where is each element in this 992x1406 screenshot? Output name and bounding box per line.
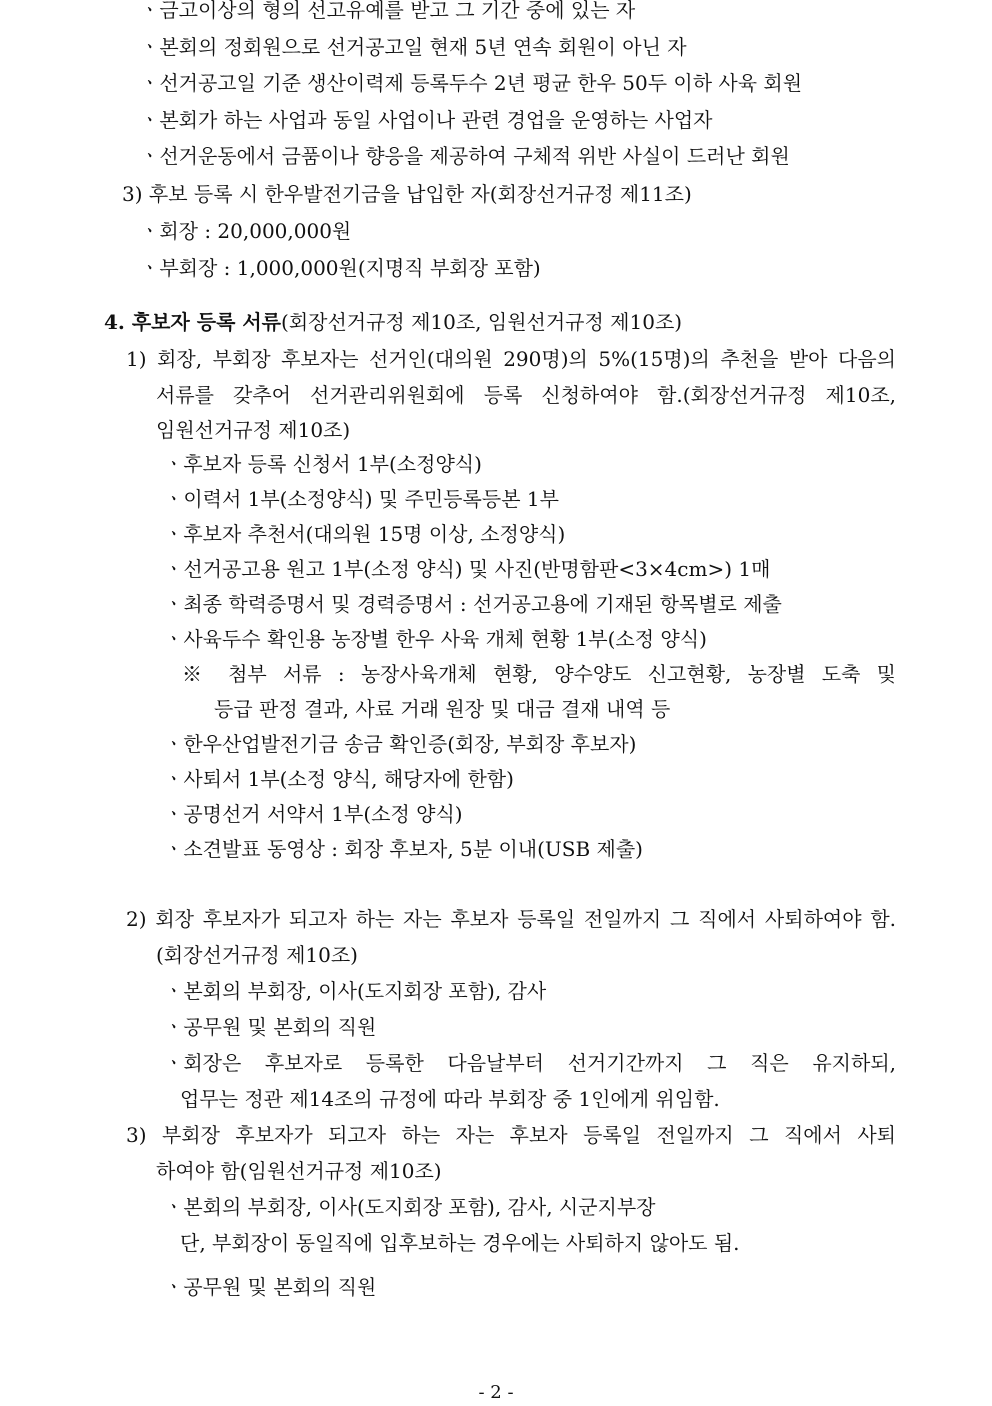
bullet-line: ㆍ선거공고일 기준 생산이력제 등록두수 2년 평균 한우 50두 이하 사육 회원 <box>140 71 803 95</box>
resign-list-item: ㆍ공무원 및 본회의 직원 <box>164 1275 377 1299</box>
document-list-item: ㆍ최종 학력증명서 및 경력증명서 : 선거공고용에 기재된 항목별로 제출 <box>164 592 782 616</box>
page-number: - 2 - <box>478 1382 514 1403</box>
resign-list-item-cont: 단, 부회장이 동일직에 입후보하는 경우에는 사퇴하지 않아도 됨. <box>180 1231 740 1255</box>
attachment-note-line-1: ※ 첨부 서류 : 농장사육개체 현황, 양수양도 신고현황, 농장별 도축 및 <box>182 662 896 686</box>
resign-list-item: ㆍ회장은 후보자로 등록한 다음날부터 선거기간까지 그 직은 유지하되, <box>164 1051 896 1075</box>
bullet-line: ㆍ본회의 정회원으로 선거공고일 현재 5년 연속 회원이 아닌 자 <box>140 35 687 59</box>
item-2-line-2: (회장선거규정 제10조) <box>156 943 358 967</box>
document-list-item: ㆍ사육두수 확인용 농장별 한우 사육 개체 현황 1부(소정 양식) <box>164 627 707 651</box>
bullet-line: ㆍ선거운동에서 금품이나 향응을 제공하여 구체적 위반 사실이 드러난 회원 <box>140 144 790 168</box>
item-2-line-1: 2) 회장 후보자가 되고자 하는 자는 후보자 등록일 전일까지 그 직에서 사퇴하여야 함. <box>126 907 896 931</box>
document-list-item: ㆍ사퇴서 1부(소정 양식, 해당자에 한함) <box>164 767 514 791</box>
document-list-item: ㆍ소견발표 동영상 : 회장 후보자, 5분 이내(USB 제출) <box>164 837 643 861</box>
resign-list-item: ㆍ본회의 부회장, 이사(도지회장 포함), 감사, 시군지부장 <box>164 1195 656 1219</box>
document-list-item: ㆍ후보자 등록 신청서 1부(소정양식) <box>164 452 482 476</box>
attachment-note-line-2: 등급 판정 결과, 사료 거래 원장 및 대금 결재 내역 등 <box>214 697 671 721</box>
bullet-line: ㆍ부회장 : 1,000,000원(지명직 부회장 포함) <box>140 256 541 280</box>
resign-list-item-cont: 업무는 정관 제14조의 규정에 따라 부회장 중 1인에게 위임함. <box>180 1087 720 1111</box>
item-3-line-2: 하여야 함(임원선거규정 제10조) <box>156 1159 442 1183</box>
item-3-line-1: 3) 부회장 후보자가 되고자 하는 자는 후보자 등록일 전일까지 그 직에서 사퇴 <box>126 1123 896 1147</box>
item-1-line-3: 임원선거규정 제10조) <box>156 418 351 442</box>
resign-list-item: ㆍ공무원 및 본회의 직원 <box>164 1015 377 1039</box>
bullet-line: ㆍ금고이상의 형의 선고유예를 받고 그 기간 중에 있는 자 <box>140 0 636 22</box>
document-list-item: ㆍ공명선거 서약서 1부(소정 양식) <box>164 802 463 826</box>
bullet-line: ㆍ본회가 하는 사업과 동일 사업이나 관련 경업을 운영하는 사업자 <box>140 108 713 132</box>
item-1-line-1: 1) 회장, 부회장 후보자는 선거인(대의원 290명)의 5%(15명)의 추천을 받아 다음의 <box>126 347 896 371</box>
section-heading-title: 4. 후보자 등록 서류 <box>104 310 282 334</box>
document-list-item: ㆍ이력서 1부(소정양식) 및 주민등록등본 1부 <box>164 487 559 511</box>
document-list-item: ㆍ후보자 추천서(대의원 15명 이상, 소정양식) <box>164 522 566 546</box>
section-heading-ref: (회장선거규정 제10조, 임원선거규정 제10조) <box>281 310 683 334</box>
resign-list-item: ㆍ본회의 부회장, 이사(도지회장 포함), 감사 <box>164 979 547 1003</box>
section-heading <box>104 308 682 336</box>
document-list-item: ㆍ선거공고용 원고 1부(소정 양식) 및 사진(반명함판<3×4cm>) 1매 <box>164 557 771 581</box>
item-1-line-2: 서류를 갖추어 선거관리위원회에 등록 신청하여야 함.(회장선거규정 제10조, <box>156 383 896 407</box>
bullet-line: ㆍ회장 : 20,000,000원 <box>140 219 352 243</box>
item-title: 3) 후보 등록 시 한우발전기금을 납입한 자(회장선거규정 제11조) <box>122 182 692 206</box>
document-list-item: ㆍ한우산업발전기금 송금 확인증(회장, 부회장 후보자) <box>164 732 637 756</box>
